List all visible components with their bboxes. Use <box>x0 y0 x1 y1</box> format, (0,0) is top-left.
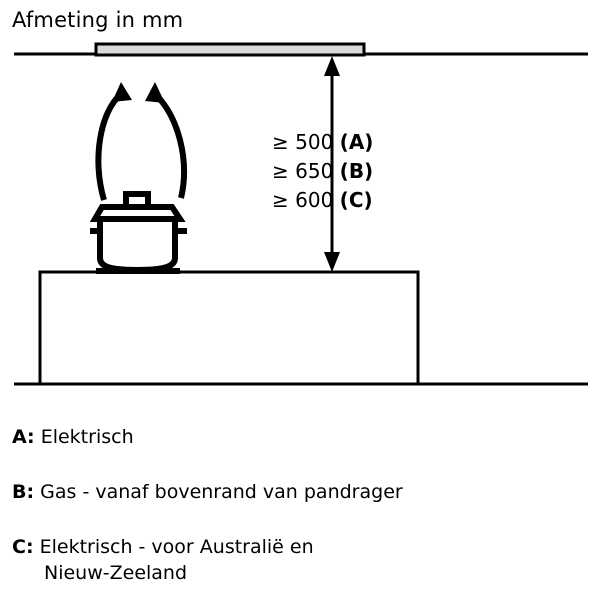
dimension-c-symbol: ≥ <box>272 188 289 212</box>
legend-item-b <box>12 479 403 505</box>
dimension-c-value: 600 <box>295 188 334 212</box>
legend-item-a <box>12 424 134 450</box>
dimension-a-symbol: ≥ <box>272 130 289 154</box>
countertop <box>40 272 418 384</box>
legend-item-a-value: Elektrisch <box>40 426 134 448</box>
legend-item-b-key: B: <box>12 481 35 503</box>
steam-arrows <box>98 94 184 200</box>
legend-item-c <box>12 534 314 560</box>
page-title: Afmeting in mm <box>12 8 184 32</box>
legend-item-c-value: Elektrisch - voor Australië en <box>39 536 314 558</box>
legend-item-c-key: C: <box>12 536 34 558</box>
dimension-b-symbol: ≥ <box>272 159 289 183</box>
dimension-a-value: 500 <box>295 130 334 154</box>
legend-item-b-value: Gas - vanaf bovenrand van pandrager <box>40 481 403 503</box>
dimension-b-value: 650 <box>295 159 334 183</box>
cooker-hood <box>96 44 364 55</box>
dimension-b-letter: (B) <box>339 159 374 183</box>
distance-arrow-head-bottom <box>324 252 340 272</box>
dimension-row-c <box>272 186 373 215</box>
dimension-row-a <box>272 128 373 157</box>
dimension-a-letter: (A) <box>339 130 374 154</box>
steam-arrow-head-right <box>145 82 165 103</box>
legend-item-c-continuation: Nieuw-Zeeland <box>44 562 188 584</box>
steam-arrow-head-left <box>112 82 132 102</box>
legend-item-a-key: A: <box>12 426 35 448</box>
distance-arrow-head-top <box>324 56 340 76</box>
dimension-row-b <box>272 157 373 186</box>
dimension-labels <box>272 128 373 215</box>
cooking-pot <box>90 194 187 270</box>
dimension-c-letter: (C) <box>339 188 373 212</box>
